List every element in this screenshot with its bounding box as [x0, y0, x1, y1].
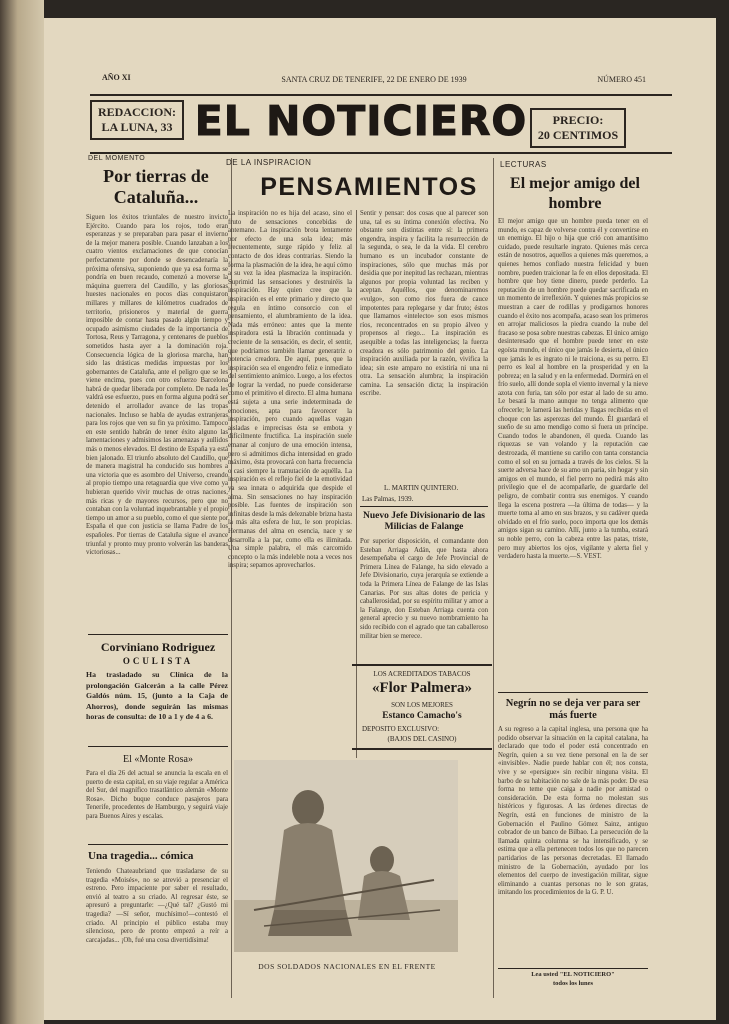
- col3-body: El mejor amigo que un hombre pueda tener en el mundo, es capaz de volverse contra él y convertirse en un enemigo. El hijo o hija que crió con amantísimo cuidado, puede resultarle ingrato. Quienes más cerca están de nosotros, aquellos a quienes más queremos, a quienes hemos confiado nuestra felicidad y buen nombre, pueden traicionar la fe en ellos depositada. El hombre que hoy tiene dinero, puede perderlo. La reputación de un hombre puede quedar sacrificada en un momento de irreflexión. Y quienes más propicios se muestran a caer de rodillas y prodigarnos honores cuando el éxito nos acompaña, acaso sean los primeros en arrojar maliciosos la piedra cuando la nube del fracaso se posa sobre nuestras cabezas. El único amigo desinteresado que el hombre puede tener en este egoísta mundo, el único que jamás le desierta, el único que jamás le es ingrato ni le traiciona, es su perro. El perro es leal al hombre en la prosperidad y en la pobreza; en la salud y en la enfermedad. Dormirá en el frío suelo, allí donde sopla el viento invernal y la nieve azota con furia, tan sólo por estar al lado de su amo. Le besará la mano aunque no tenga alimento que ofrecerle; le lamerá las heridas y llagas recibidas en el choque con las asperezas del mundo. Él guardará el sueño de su amo mendigo como si fuera un príncipe. Cuando todos le abandonen, él queda. Cuando las riquezas se van volando y la reputación cae destrozada, él mantiene su cariño con tanta constancia como el sol en su jornada a través de los cielos. Si la suerte adversa hace de su amo un paria, sin hogar y sin amigos en el mundo, el fiel perro no pedirá más alto privilegio que el de acompañarle, de guardarle del peligro, de combatir contra sus enemigos. Y cuando llega la escena postrera —la última de todas— y la muerte toma al amo en sus brazos, y su cadáver queda olvidado en el frío suelo, poco importa que los demás amigos sigan su camino. Allí, junto a la tumba, estará su noble perro, con la cabeza entre las patas, triste, pero muy abiertos los ojos, vigilante y alerta fiel y verdadero hasta la muerte.—S. VEST.: [498, 218, 648, 561]
- milicias-headline: Nuevo Jefe Divisionario de las Milicias de Falange: [363, 511, 485, 532]
- issue-number: NÚMERO 451: [597, 75, 646, 84]
- tragedia-body: Teniendo Chateaubriand que trasladarse de su tragedia «Moisés», no se atrevió a presenciar el estreno. Pero impaciente por saber el resultado, envió al teatro a su criado. Al regresar éste, se apresuró a preguntarle: —¿Qué tal? ¿Gustó mi tragedia? —Sí señor, muchísimo!—contestó el criado. Al principio el público estaba muy silencioso, pero de pronto empezó a reír a carcajadas... ¡Oh, fué una cosa divertidísima!: [86, 868, 228, 944]
- footer-line-1: Lea usted "EL NOTICIERO": [531, 971, 615, 978]
- col2-body-left: La inspiración no es hija del acaso, sino el fruto de sensaciones concebidas de antemano. La inspiración brota lentamente por efecto de una sola idea; más frecuentemente, surge rápido y feliz al contacto de dos ideas contrarias. Siendo la forma la plasmación de la idea, he aquí cómo a su vez la idea plasmaciza la inspiración. Suprimid las sensaciones y destruiréis la inspiración. Hay quien cree que la inspiración es el ente primario y directo que regula en íntimo consorcio con el pensamiento, el alumbramiento de la idea. Nada más erróneo: antes que la mente inspiradora está la libración continuada y creciente de la sensación, es decir, el sentir, que podríamos también llamar generatriz o potencia creadora. De aquí, pues, que la inspiración sea el engendro feliz e inmediato del sentimiento anímico. Luego, a los efectos de lograr la verdad, no puede considerarse como el primitivo el directo. El alma humana está sujeta a una serie indeterminada de emociones, apta para favorecer la inspiración, pero cuando aquellas vagan aisladas e imprecisas ésta se embota y difícilmente fructifica. La inspiración suele emanar al conjuro de una emoción intensa, pero si admitimos dicha intensidad en grado máximo, ésta provocará con harta frecuencia o casi siempre la tramutación de aquélla. La inspiración es el reflejo fiel de la emotividad ya sea innata o adquirida que despide el alma. Sin sensaciones no hay inspiración posible. Las fuentes de inspiración son infinitas desde la más deleznable brizna hasta la más alta esfera de luz, le son propicias. Hermanas del alma en esencia, nace y se desarrolla a la par, como ella es ilimitada. Una simple palabra, el más carcomido concepto o la más indeleble nota a veces nos inspira; sepamos aprovecharlos.: [228, 210, 352, 570]
- col3-headline: El mejor amigo del hombre: [510, 175, 640, 212]
- oculista-body: Ha trasladado su Clínica de la prolongación Galcerán a la calle Pérez Galdós núm. 15, (junto a la Caja de Ahorros), donde seguirán las mismas horas de consulta: de 10 a 1 y de 4 a 6.: [86, 670, 228, 721]
- oculista-title: OCULISTA: [122, 656, 194, 666]
- photo-caption: DOS SOLDADOS NACIONALES EN EL FRENTE: [258, 962, 436, 971]
- col2-rule-1: [360, 506, 488, 507]
- monte-rosa-title: El «Monte Rosa»: [123, 754, 193, 765]
- col3-rule-2: [498, 968, 648, 969]
- col1-headline: Por tierras de Cataluña...: [103, 166, 209, 207]
- soldiers-photo-illustration: [234, 760, 458, 952]
- col1-rule-2: [88, 746, 228, 747]
- col2-section: DE LA INSPIRACION: [226, 158, 312, 167]
- precio-box: [530, 108, 626, 148]
- ad-line-3: Estanco Camacho's: [382, 711, 462, 721]
- redaccion-label: REDACCION:: [98, 105, 176, 119]
- col1-rule-3: [88, 844, 228, 845]
- negrin-headline: Negrín no se deja ver para ser más fuerte: [505, 698, 641, 721]
- precio-label: PRECIO:: [552, 113, 604, 127]
- dateline: SANTA CRUZ DE TENERIFE, 22 DE ENERO DE 1939: [281, 75, 467, 84]
- col-separator-2: [493, 158, 494, 998]
- oculista-name: Corviniano Rodriguez: [100, 640, 216, 654]
- ad-top-rule: [352, 664, 492, 666]
- masthead-rule: [90, 152, 672, 154]
- newspaper-title: EL NOTICIERO: [194, 97, 528, 145]
- col2-body-right: Sentir y pensar: dos cosas que al parecer son una, tal es su íntima conexión efectiva. No obstante son distintas entre sí: la primera engendra, inspira y facilita la resurrección de la segunda, o sea, le da la vida. El cerebro humano es un incubador constante de inspiraciones, sólo que muchas más por desidia que por inepitud las rechazan, mientras algunos por propia voluntad las reciben y aceptan. Aquéllos, que denominaremos «vulgo», son como ríos fuera de cauce impotentes para replegarse y dar fruto; éstos que llamamos «intelecto» son esos mismos ríos, reconcentrados en su propio álveo y propensos al riego... La inspiración es asequible a todas las inteligencias; la fuerza creadora es sólo patrimonio del genio. La inspiración auxiliada por la razón, vivifica la idea; sin este amparo no existiría ni una ni otra. La sensación alumbra; la inspiración camina. La sensación dicta; la inspiración escribe.: [360, 210, 488, 398]
- soldiers-photo: [234, 760, 458, 952]
- ad-line-4: DEPOSITO EXCLUSIVO:: [362, 725, 440, 733]
- book-spine: [0, 0, 44, 1024]
- ad-bottom-rule: [352, 748, 492, 750]
- footer-line-2: todos los lunes: [552, 980, 594, 987]
- newspaper-page: [44, 18, 716, 1020]
- redaccion-value: LA LUNA, 33: [101, 120, 173, 134]
- ad-brand: «Flor Palmera»: [371, 680, 473, 696]
- col2-headline: PENSAMIENTOS: [260, 173, 478, 201]
- col1-section: DEL MOMENTO: [88, 155, 146, 162]
- negrin-body: A su regreso a la capital inglesa, una persona que ha podido observar la situación en la capital catalana, ha declarado que todo el poder está concentrado en Negrín, quien a su vez tiene personal en la de ser «invisible». Nadie puede hablar con él; nos consta, vive y se «persigue» sin recibir ninguna visita. El barbo de su habitación no sale de la más poder. De esa forma no teme que caiga a nadie por amistad o consideración. De esta forma no molestan sus histéricos y figurosas. A las órdenes directas de Negrín, está en funciones de ministro de la Gobernación el Paulino Gómez Sainz, antiguo cobrador de un banco de Bilbao. La persecución de la llamada quinta columna se ha intensificado, y se estima que a ella pertenecen todos los que no parecen partidarios de las personas decretadas. El llamado ministro de la Gobernación, ayudado por los elementos del cuerpo de investigación militar, sigue eliminando a cuantas personas no le son gratas, imitando los procedimientos de la G. P. U.: [498, 726, 648, 897]
- redaccion-box: [90, 100, 184, 140]
- ad-line-5: (BAJOS DEL CASINO): [387, 735, 457, 743]
- milicias-body: Por superior disposición, el comandante don Esteban Arriaga Adán, que hasta ahora desempeñaba el cargo de Jefe Provincial de Primera Línea de Falange, ha sido elevado a Jefe Divisionario, cuya jerarquía se extiende a toda la Primera Línea de Falange de las Islas Canarias. Por sus altas dotes de pericia y caballerosidad, por su espíritu militar y amor a la Falange, don Esteban Arriaga cuenta con general aprecio y su nuevo nombramiento ha sido recibido con el agrado que tan caballeroso militar bien se merece.: [360, 538, 488, 640]
- ad-line-1: LOS ACREDITADOS TABACOS: [373, 670, 471, 678]
- ad-line-2: SON LOS MEJORES: [391, 701, 453, 709]
- precio-value: 20 CENTIMOS: [537, 128, 619, 142]
- col1-rule-1: [88, 634, 228, 635]
- col3-section: LECTURAS: [500, 160, 547, 169]
- monte-rosa-body: Para el día 26 del actual se anuncia la escala en el puerto de esta capital, en su viaje regular a América del Sur, del magnífico trasatlántico alemán «Monte Rosa». Dicho buque conduce pasajeros para Tenerife, procedentes de Hamburgo, y seguirá viaje para Buenos Aires y escalas.: [86, 770, 228, 820]
- col3-rule-1: [498, 692, 648, 693]
- col2-author-place: Las Palmas, 1939.: [362, 495, 414, 503]
- col2-author: L. MARTIN QUINTERO.: [384, 484, 459, 492]
- tragedia-title: Una tragedia... cómica: [88, 850, 194, 862]
- year-label: AÑO XI: [102, 73, 131, 82]
- col1-body: Siguen los éxitos triunfales de nuestro invicto Ejército. Cuando para los rojos, todo eran esperanzas y se preparaban para pasar el invierno de la mejor manera posible. Cuando lanzaban a los cuatro vientos exclamaciones de que conocían perfectamente por donde se desencadenaría la próxima ofensiva, suponiendo que ya esa forma se pondría en buen recaudo, comenzó a moverse la máquina guerrera del Caudillo, y las gloriosas huestes nacionales en pocos días conquistaron millares y millares de kilómetros cuadrados de territorio, prisioneros y material de guerra imposible de contar hasta pasado algún tiempo y ocupado asimismo ciudades de la importancia de Tortosa, Reus y Tarragona, y centenares de pueblos sometidos hasta ayer a la dominación roja. Consecuencia lógica de la gloriosa marcha, han sido las drásticas medidas impuestas por los gobernantes de Cataluña, ante el peligro que se les viene encima, pues con otro esfuerzo Barcelona habrá de quedar liberada por completo. De nada les valdrá ese esfuerzo, pues en forma alguna podrá ser detenido el arrollador avance de las tropas nacionales. Incluso se habla de ayudas extranjeras para los rojos que ven su fin ya próximo. Tampoco en este sentido habrán de tener éxito alguno las lamentaciones y admisimos las amenazas y aullidos más o menos elevados. El destino de España ya está bien jalonado. El triunfo absoluto del Caudillo, que de manera magistral ha conducido sus hombres a una victoria que es asombro del Universo, creando al propio tiempo una retaguardia que vive como ya hubieran querido vivir muchas de otras naciones, más ricas y de mayores recursos, pero que no contaban con la voluntad inquebrantable y el propio tiempo un amor a su pueblo, como el que siente por España el que con justicia se llama Padre de los españoles. Por tierras de Cataluña sigue el avance triunfal y pronto muy pronto volverán las banderas victoriosas...: [86, 214, 228, 557]
